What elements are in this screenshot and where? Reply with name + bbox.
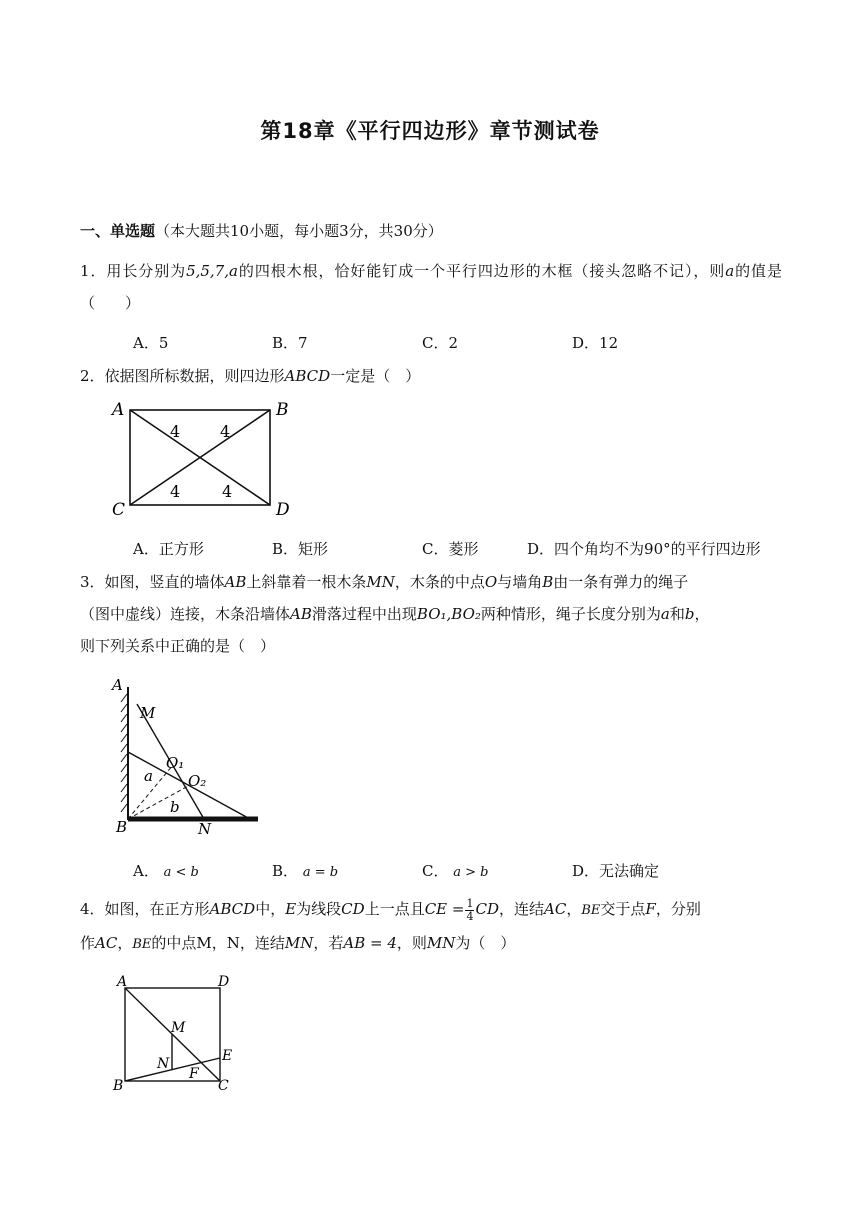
section-label: 一、单选题 [80, 222, 156, 240]
label-o2: O₂ [188, 772, 207, 790]
q4-text: 中， [255, 900, 286, 918]
option-math: a < b [163, 865, 199, 880]
q2-option-a[interactable]: A．正方形 [133, 540, 204, 558]
q4-text: ，连结 [498, 900, 544, 918]
q3-line-3: 则下列关系中正确的是（ ） [80, 637, 276, 655]
q1-text: 的四根木根，恰好能钉成一个平行四边形的木框（接头忽略不记），则 [237, 262, 726, 280]
label-rope-b: b [170, 798, 180, 816]
fraction-numerator: 1 [466, 896, 474, 910]
q3-math: MN [366, 573, 395, 591]
q3-text: 3．如图，竖直的墙体 [80, 573, 225, 591]
q4-text: 为（ ） [455, 934, 516, 952]
option-math: a > b [453, 865, 489, 880]
option-math: a = b [302, 865, 339, 880]
q1-math: a [725, 262, 735, 280]
q4-math: MN [426, 934, 456, 952]
label-f: F [189, 1066, 199, 1082]
option-text: 无法确定 [599, 862, 660, 880]
q3-line-2 [80, 598, 782, 630]
label-o1: O₁ [166, 754, 185, 772]
q4-math: ABCD [209, 900, 256, 918]
option-letter: D． [572, 862, 600, 880]
q1-text: 的值是（ ） [80, 262, 782, 312]
q3-text: （图中虚线）连接，木条沿墙体 [80, 605, 291, 623]
label-m: M [171, 1020, 186, 1036]
fraction-denominator: 4 [466, 909, 474, 923]
q2-math: ABCD [284, 367, 331, 385]
q2-option-c[interactable]: C．菱形 [422, 540, 479, 558]
q2-option-d[interactable]: D．四个角均不为90°的平行四边形 [527, 540, 761, 558]
q3-text: 滑落过程中出现 [311, 605, 417, 623]
q1-text: 1．用长分别为 [80, 262, 187, 280]
q4-math: CD [341, 900, 365, 918]
q4-math: AB = 4 [343, 934, 397, 952]
q2-figure [100, 395, 310, 525]
q3-text: ， [694, 605, 710, 623]
q4-text: 作 [80, 934, 96, 952]
q4-math: MN [284, 934, 314, 952]
section-heading [80, 220, 443, 241]
q4-text: 交于点 [600, 900, 646, 918]
q4-math: BE [132, 937, 152, 952]
q4-text: 4．如图，在正方形 [80, 900, 210, 918]
q1-option-d[interactable]: D．12 [572, 334, 619, 352]
q1-option-b[interactable]: B．7 [272, 334, 308, 352]
segment-length: 4 [170, 422, 181, 441]
label-d: D [276, 500, 290, 520]
q4-math: CE = [424, 900, 465, 918]
rope-b [128, 785, 190, 819]
label-m: M [140, 704, 156, 722]
label-a: A [112, 400, 125, 420]
segment-length: 4 [220, 422, 231, 441]
q3-math: b [684, 605, 695, 623]
q4-text: 的中点M，N，连结 [151, 934, 285, 952]
q3-math: a [660, 605, 670, 623]
q2-text: 2．依据图所标数据，则四边形 [80, 367, 285, 385]
label-b: B [116, 818, 128, 836]
q3-text: 上斜靠着一根木条 [246, 573, 367, 591]
q4-text: ，若 [313, 934, 344, 952]
page-title: 第18章《平行四边形》章节测试卷 [260, 119, 600, 143]
label-n: N [157, 1056, 170, 1072]
q3-option-c[interactable] [422, 860, 489, 881]
option-letter: B． [272, 862, 299, 880]
q2-text: 一定是（ ） [330, 367, 421, 385]
q3-text: 和 [669, 605, 685, 623]
label-e: E [222, 1048, 233, 1064]
q3-text: 两种情形，绳子长度分别为 [480, 605, 661, 623]
question-1 [80, 255, 782, 319]
q4-math: CD [475, 900, 499, 918]
q3-option-d[interactable] [572, 860, 659, 881]
q3-line-1 [80, 566, 782, 598]
label-c: C [112, 500, 126, 520]
q1-option-a[interactable]: A．5 [133, 334, 169, 352]
q4-figure [105, 970, 245, 1095]
label-c: C [218, 1078, 229, 1094]
q4-text: ， [117, 934, 133, 952]
q2-option-b[interactable]: B．矩形 [272, 540, 329, 558]
q4-math: BE [581, 903, 601, 918]
fraction [465, 898, 474, 923]
label-b: B [113, 1078, 124, 1094]
q4-text: ，分别 [655, 900, 701, 918]
q4-text: ，则 [396, 934, 427, 952]
section-note: （本大题共10小题，每小题3分，共30分） [155, 222, 443, 240]
q4-text: ， [566, 900, 582, 918]
q3-text: ，木条的中点 [394, 573, 485, 591]
q4-math: AC [544, 900, 567, 918]
question-4 [80, 893, 782, 961]
q1-option-c[interactable]: C．2 [422, 334, 459, 352]
q3-option-b[interactable] [272, 860, 338, 881]
q4-text: 上一点且 [364, 900, 425, 918]
question-2 [80, 360, 782, 392]
q4-line-1 [80, 893, 782, 927]
q1-math: 5,5,7,a [186, 262, 238, 280]
label-b: B [276, 400, 289, 420]
q3-option-a[interactable] [133, 860, 199, 881]
q4-math: AC [95, 934, 118, 952]
q3-math: AB [224, 573, 247, 591]
q4-math: F [645, 900, 656, 918]
q4-line-2 [80, 927, 782, 961]
label-rope-a: a [144, 767, 153, 785]
q3-math: B [542, 573, 554, 591]
label-a: A [112, 676, 123, 694]
segment-length: 4 [170, 482, 181, 501]
q3-figure [100, 672, 270, 842]
label-a: A [117, 974, 128, 990]
wall-hatching [121, 694, 127, 812]
option-letter: C． [422, 862, 449, 880]
q3-math: BO₁,BO₂ [416, 605, 481, 623]
q3-math: AB [290, 605, 312, 623]
q3-text: 由一条有弹力的绳子 [553, 573, 689, 591]
q3-text: 与墙角 [497, 573, 543, 591]
label-d: D [218, 974, 230, 990]
segment-length: 4 [222, 482, 233, 501]
q4-text: 为线段 [296, 900, 342, 918]
question-3 [80, 566, 782, 662]
label-n: N [198, 820, 212, 838]
option-letter: A． [133, 862, 159, 880]
q3-math: O [484, 573, 498, 591]
q4-math: E [285, 900, 297, 918]
